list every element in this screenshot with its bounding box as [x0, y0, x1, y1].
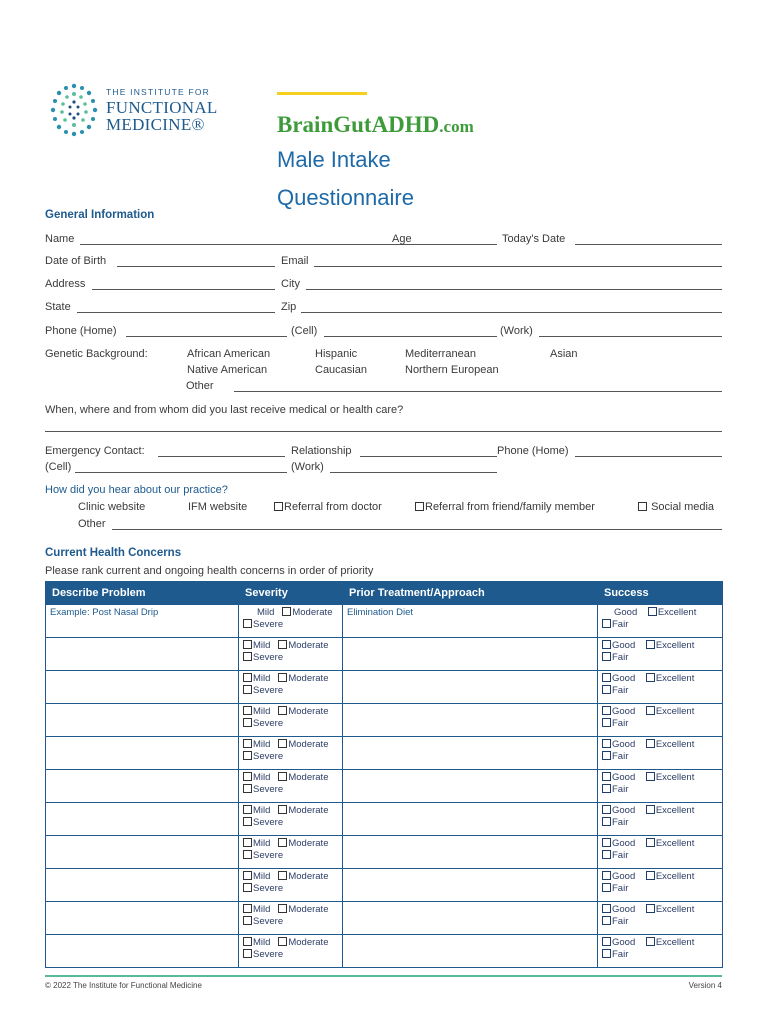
- ifm-logo-icon: [44, 80, 104, 142]
- checkbox-icon[interactable]: [278, 673, 287, 682]
- treatment-cell[interactable]: [343, 869, 598, 902]
- last-care-question: When, where and from whom did you last receive medical or health care?: [45, 404, 404, 416]
- col-prior-treatment: Prior Treatment/Approach: [343, 582, 598, 605]
- referral-other-row: [45, 518, 722, 534]
- genetic-option[interactable]: Mediterranean: [405, 348, 476, 360]
- checkbox-icon[interactable]: [602, 673, 611, 682]
- table-row: [46, 737, 723, 770]
- referral-option-ifm-website[interactable]: IFM website: [188, 501, 248, 513]
- checkbox-icon[interactable]: [602, 718, 611, 727]
- checkbox-icon[interactable]: [243, 652, 252, 661]
- checkbox-icon[interactable]: [646, 838, 655, 847]
- footer-copyright: © 2022 The Institute for Functional Medicine: [45, 981, 202, 990]
- ifm-logo: [44, 80, 244, 146]
- genetic-option[interactable]: Native American: [187, 364, 268, 376]
- zip-field[interactable]: [301, 312, 722, 313]
- referral-option-friend-family[interactable]: Referral from friend/family member: [415, 501, 595, 513]
- dob-label: Date of Birth: [45, 255, 107, 267]
- address-row: [45, 278, 722, 294]
- emergency-contact-label: Emergency Contact:: [45, 445, 145, 457]
- success-cell[interactable]: Good Excellent Fair: [598, 605, 723, 638]
- checkbox-icon[interactable]: [646, 673, 655, 682]
- checkbox-icon[interactable]: [243, 850, 252, 859]
- checkbox-icon[interactable]: [602, 916, 611, 925]
- severity-cell[interactable]: Mild Moderate Severe: [239, 737, 343, 770]
- referral-other-label: Other: [78, 518, 106, 530]
- checkbox-icon[interactable]: [602, 652, 611, 661]
- checkbox-icon[interactable]: [278, 772, 287, 781]
- work-field[interactable]: [539, 336, 722, 337]
- zip-label: Zip: [281, 301, 297, 313]
- checkbox-icon[interactable]: [243, 772, 252, 781]
- checkbox-icon[interactable]: [646, 772, 655, 781]
- example-problem: Example: Post Nasal Drip: [50, 607, 159, 618]
- genetic-option[interactable]: African American: [187, 348, 271, 360]
- severity-cell[interactable]: Mild Moderate Severe: [239, 935, 343, 968]
- genetic-background-label: Genetic Background:: [45, 348, 148, 360]
- genetic-option[interactable]: Caucasian: [315, 364, 367, 376]
- problem-cell[interactable]: [46, 671, 239, 704]
- referral-option-doctor[interactable]: Referral from doctor: [274, 501, 382, 513]
- form-title-line2: Questionnaire: [277, 185, 414, 210]
- work-label: (Work): [500, 325, 533, 337]
- treatment-cell[interactable]: [343, 836, 598, 869]
- checkbox-icon[interactable]: [243, 619, 252, 628]
- checkbox-icon[interactable]: [602, 685, 611, 694]
- checkbox-icon[interactable]: [602, 850, 611, 859]
- cell-label: (Cell): [291, 325, 318, 337]
- checkbox-icon[interactable]: [602, 949, 611, 958]
- checkbox-icon[interactable]: [243, 805, 252, 814]
- health-concerns-rows: [46, 605, 723, 968]
- problem-cell[interactable]: [46, 737, 239, 770]
- emergency-cell-label: (Cell): [45, 461, 72, 473]
- severity-cell[interactable]: Mild Moderate Severe: [239, 803, 343, 836]
- success-cell[interactable]: Good Excellent Fair: [598, 704, 723, 737]
- relationship-field[interactable]: [360, 456, 497, 457]
- state-field[interactable]: [77, 312, 275, 313]
- checkbox-icon[interactable]: [602, 817, 611, 826]
- form-title-line1: Male Intake: [277, 147, 391, 172]
- table-row: [46, 638, 723, 671]
- checkbox-icon[interactable]: [602, 706, 611, 715]
- table-row: [46, 935, 723, 968]
- checkbox-icon[interactable]: [243, 751, 252, 760]
- footer-version: Version 4: [688, 981, 722, 990]
- checkbox-icon[interactable]: [243, 685, 252, 694]
- checkbox-icon[interactable]: [602, 937, 611, 946]
- logo-line2: FUNCTIONAL: [106, 97, 218, 117]
- checkbox-icon[interactable]: [243, 739, 252, 748]
- treatment-cell[interactable]: [343, 638, 598, 671]
- checkbox-icon[interactable]: [602, 619, 611, 628]
- treatment-cell[interactable]: [343, 803, 598, 836]
- last-care-field[interactable]: [45, 431, 722, 432]
- relationship-label: Relationship: [291, 445, 352, 457]
- logo-line1: THE INSTITUTE FOR: [106, 87, 210, 97]
- genetic-other-field[interactable]: [234, 391, 722, 392]
- success-cell[interactable]: Good Excellent Fair: [598, 935, 723, 968]
- checkbox-icon[interactable]: [602, 739, 611, 748]
- emergency-phone-home-label: Phone (Home): [497, 445, 569, 457]
- table-row: [46, 803, 723, 836]
- genetic-other-row: [45, 380, 722, 396]
- severity-cell[interactable]: Mild Moderate Severe: [239, 638, 343, 671]
- city-field[interactable]: [306, 289, 722, 290]
- col-severity: Severity: [239, 582, 343, 605]
- success-cell[interactable]: Good Excellent Fair: [598, 737, 723, 770]
- state-row: [45, 301, 722, 317]
- success-cell[interactable]: Good Excellent Fair: [598, 671, 723, 704]
- emergency-phone-home-field[interactable]: [575, 456, 722, 457]
- success-cell[interactable]: Good Excellent Fair: [598, 836, 723, 869]
- success-cell[interactable]: Good Excellent Fair: [598, 638, 723, 671]
- severity-cell[interactable]: Mild Moderate Severe: [239, 836, 343, 869]
- checkbox-icon[interactable]: [274, 502, 283, 511]
- table-row: [46, 902, 723, 935]
- checkbox-icon[interactable]: [646, 805, 655, 814]
- success-cell[interactable]: Good Excellent Fair: [598, 869, 723, 902]
- checkbox-icon[interactable]: [278, 805, 287, 814]
- col-describe-problem: Describe Problem: [46, 582, 239, 605]
- referral-other-field[interactable]: [112, 529, 722, 530]
- problem-cell[interactable]: [46, 935, 239, 968]
- example-row: [46, 605, 723, 638]
- name-row: [45, 233, 722, 249]
- address-label: Address: [45, 278, 86, 290]
- severity-cell[interactable]: Mild Moderate Severe: [239, 902, 343, 935]
- severity-cell[interactable]: Mild Moderate Severe: [239, 869, 343, 902]
- referral-question: How did you hear about our practice?: [45, 484, 228, 496]
- checkbox-icon[interactable]: [243, 904, 252, 913]
- checkbox-icon[interactable]: [243, 949, 252, 958]
- dob-field[interactable]: [117, 266, 275, 267]
- state-label: State: [45, 301, 71, 313]
- checkbox-icon[interactable]: [602, 784, 611, 793]
- table-row: [46, 869, 723, 902]
- success-cell[interactable]: Good Excellent Fair: [598, 902, 723, 935]
- table-row: [46, 770, 723, 803]
- table-row: [46, 671, 723, 704]
- treatment-cell[interactable]: [343, 704, 598, 737]
- severity-cell[interactable]: Mild Moderate Severe: [239, 770, 343, 803]
- brand-name: BrainGutADHD.com: [277, 112, 474, 137]
- problem-cell[interactable]: [46, 803, 239, 836]
- checkbox-icon[interactable]: [602, 640, 611, 649]
- checkbox-icon[interactable]: [646, 706, 655, 715]
- table-row: [46, 836, 723, 869]
- checkbox-icon[interactable]: [243, 817, 252, 826]
- treatment-cell[interactable]: [343, 671, 598, 704]
- phone-home-field[interactable]: [126, 336, 287, 337]
- emergency-row-2: [45, 461, 722, 477]
- phone-home-label: Phone (Home): [45, 325, 117, 337]
- brand-accent-line: [277, 92, 367, 95]
- checkbox-icon[interactable]: [243, 673, 252, 682]
- logo-line3: MEDICINE®: [106, 114, 205, 134]
- checkbox-icon[interactable]: [278, 838, 287, 847]
- checkbox-icon[interactable]: [278, 706, 287, 715]
- todays-date-field[interactable]: [575, 244, 722, 245]
- age-field[interactable]: [417, 244, 497, 245]
- genetic-option[interactable]: Asian: [550, 348, 578, 360]
- checkbox-icon[interactable]: [243, 838, 252, 847]
- severity-cell[interactable]: Mild Moderate Severe: [239, 704, 343, 737]
- problem-cell[interactable]: [46, 836, 239, 869]
- checkbox-icon[interactable]: [646, 904, 655, 913]
- checkbox-icon[interactable]: [278, 871, 287, 880]
- checkbox-icon[interactable]: [243, 937, 252, 946]
- checkbox-icon[interactable]: [243, 706, 252, 715]
- emergency-contact-field[interactable]: [158, 456, 285, 457]
- dob-row: [45, 255, 722, 271]
- checkbox-icon[interactable]: [278, 904, 287, 913]
- problem-cell: [46, 605, 239, 638]
- health-concerns-instruction: Please rank current and ongoing health concerns in order of priority: [45, 565, 374, 577]
- success-cell[interactable]: Good Excellent Fair: [598, 770, 723, 803]
- checkbox-icon[interactable]: [243, 871, 252, 880]
- general-info-heading: General Information: [45, 209, 155, 221]
- phone-row: [45, 325, 722, 341]
- genetic-option[interactable]: Northern European: [405, 364, 499, 376]
- footer-divider: [45, 975, 722, 977]
- treatment-cell[interactable]: [343, 737, 598, 770]
- checkbox-icon[interactable]: [602, 871, 611, 880]
- problem-cell[interactable]: [46, 704, 239, 737]
- todays-date-label: Today's Date: [502, 233, 566, 245]
- emergency-row: [45, 445, 722, 461]
- email-label: Email: [281, 255, 309, 267]
- table-row: [46, 704, 723, 737]
- checkbox-icon[interactable]: [243, 718, 252, 727]
- checkbox-icon[interactable]: [602, 805, 611, 814]
- genetic-option[interactable]: Hispanic: [315, 348, 358, 360]
- table-header-row: [46, 582, 723, 605]
- emergency-work-label: (Work): [291, 461, 324, 473]
- checkbox-icon[interactable]: [243, 916, 252, 925]
- problem-cell[interactable]: [46, 902, 239, 935]
- referral-option-social-media[interactable]: Social media: [638, 501, 714, 513]
- health-concerns-table: [45, 581, 723, 968]
- treatment-cell[interactable]: [343, 770, 598, 803]
- checkbox-icon[interactable]: [638, 502, 647, 511]
- treatment-cell: [343, 605, 598, 638]
- cell-field[interactable]: [324, 336, 497, 337]
- city-label: City: [281, 278, 300, 290]
- example-treatment: Elimination Diet: [347, 607, 413, 618]
- age-label: Age: [392, 233, 412, 245]
- checkbox-icon[interactable]: [278, 640, 287, 649]
- col-success: Success: [598, 582, 723, 605]
- checkbox-icon[interactable]: [602, 838, 611, 847]
- genetic-other-label: Other: [186, 380, 214, 392]
- referral-option-clinic-website[interactable]: Clinic website: [78, 501, 146, 513]
- emergency-cell-field[interactable]: [75, 472, 287, 473]
- checkbox-icon[interactable]: [602, 904, 611, 913]
- checkbox-icon[interactable]: [602, 751, 611, 760]
- checkbox-icon[interactable]: [415, 502, 424, 511]
- problem-cell[interactable]: [46, 869, 239, 902]
- treatment-cell[interactable]: [343, 935, 598, 968]
- problem-cell[interactable]: [46, 770, 239, 803]
- checkbox-icon[interactable]: [243, 883, 252, 892]
- email-field[interactable]: [314, 266, 722, 267]
- health-concerns-heading: Current Health Concerns: [45, 547, 182, 559]
- checkbox-icon[interactable]: [278, 937, 287, 946]
- problem-cell[interactable]: [46, 638, 239, 671]
- address-field[interactable]: [92, 289, 275, 290]
- name-label: Name: [45, 233, 75, 245]
- checkbox-icon[interactable]: [646, 739, 655, 748]
- severity-cell[interactable]: Mild Moderate Severe: [239, 605, 343, 638]
- checkbox-icon[interactable]: [602, 772, 611, 781]
- checkbox-icon[interactable]: [646, 640, 655, 649]
- checkbox-icon[interactable]: [243, 640, 252, 649]
- checkbox-icon[interactable]: [648, 607, 657, 616]
- checkbox-icon[interactable]: [602, 883, 611, 892]
- success-cell[interactable]: Good Excellent Fair: [598, 803, 723, 836]
- checkbox-icon[interactable]: [282, 607, 291, 616]
- emergency-work-field[interactable]: [330, 472, 497, 473]
- checkbox-icon[interactable]: [278, 739, 287, 748]
- checkbox-icon[interactable]: [646, 871, 655, 880]
- checkbox-icon[interactable]: [646, 937, 655, 946]
- treatment-cell[interactable]: [343, 902, 598, 935]
- name-field[interactable]: [80, 244, 429, 245]
- checkbox-icon[interactable]: [243, 784, 252, 793]
- severity-cell[interactable]: Mild Moderate Severe: [239, 671, 343, 704]
